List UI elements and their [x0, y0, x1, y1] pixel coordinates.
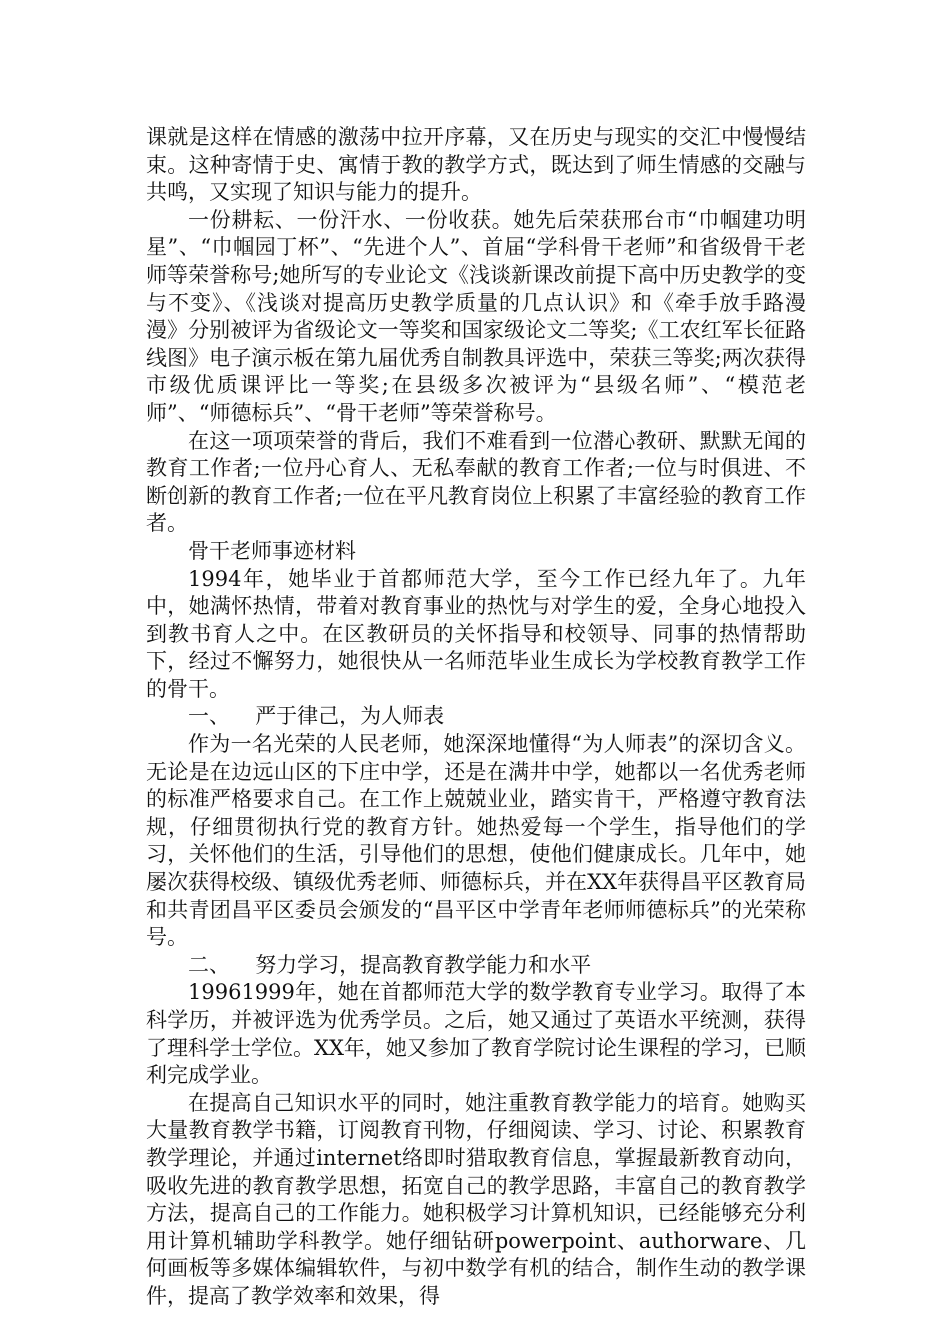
paragraph: 作为一名光荣的人民老师，她深深地懂得“为人师表”的深切含义。无论是在边远山区的下庄中学，还是在满井中学，她都以一名优秀老师的标准严格要求自己。在工作上兢兢业业，踏实肯干，严格遵守教育法规，仔细贯彻执行党的教育方针。她热爱每一个学生，指导他们的学习，关怀他们的生活，引导他们的思想，使他们健康成长。几年中，她屡次获得校级、镇级优秀老师、师德标兵，并在XX年获得昌平区教育局和共青团昌平区委员会颁发的“昌平区中学青年老师师德标兵”的光荣称号。: [146, 732, 806, 950]
paragraph: 课就是这样在情感的激荡中拉开序幕，又在历史与现实的交汇中慢慢结束。这种寄情于史、寓情于教的教学方式，既达到了师生情感的交融与共鸣，又实现了知识与能力的提升。: [146, 125, 806, 205]
section-heading: [146, 952, 806, 980]
section-heading: [146, 703, 806, 731]
paragraph: 在提高自己知识水平的同时，她注重教育教学能力的培育。她购买大量教育教学书籍，订阅教育刊物，仔细阅读、学习、讨论、积累教育教学理论，并通过internet络即时猎取教育信息，掌握最新教育动向，吸收先进的教育教学思想，拓宽自己的教学思路，丰富自己的教育教学方法，提高自己的工作能力。她积极学习计算机知识，已经能够充分利用计算机辅助学科教学。她仔细钻研powerpoint、authorware、几何画板等多媒体编辑软件，与初中数学有机的结合，制作生动的教学课件，提高了教学效率和效果，得: [146, 1090, 806, 1308]
paragraph: 在这一项项荣誉的背后，我们不难看到一位潜心教研、默默无闻的教育工作者;一位丹心育人、无私奉献的教育工作者;一位与时俱进、不断创新的教育工作者;一位在平凡教育岗位上积累了丰富经验的教育工作者。: [146, 428, 806, 536]
paragraph: 一份耕耘、一份汗水、一份收获。她先后荣获邢台市“巾帼建功明星”、“巾帼园丁杯”、“先进个人”、首届“学科骨干老师”和省级骨干老师等荣誉称号;她所写的专业论文《浅谈新课改前提下高中历史教学的变与不变》、《浅谈对提高历史教学质量的几点认识》和《牵手放手路漫漫》分别被评为省级论文一等奖和国家级论文二等奖;《工农红军长征路线图》电子演示板在第九届优秀自制教具评选中，荣获三等奖;两次获得市级优质课评比一等奖;在县级多次被评为“县级名师”、“模范老师”、“师德标兵”、“骨干老师”等荣誉称号。: [146, 207, 806, 425]
section-number: 二、: [188, 952, 230, 977]
section-title: 骨干老师事迹材料: [188, 538, 356, 563]
section-heading-text: 严于律己，为人师表: [255, 704, 445, 729]
section-heading-text: 努力学习，提高教育教学能力和水平: [255, 952, 592, 977]
paragraph: 19961999年，她在首都师范大学的数学教育专业学习。取得了本科学历，并被评选为优秀学员。之后，她又通过了英语水平统测，获得了理科学士学位。XX年，她又参加了教育学院讨论生课程的学习，已顺利完成学业。: [146, 980, 806, 1088]
section-number: 一、: [188, 704, 230, 729]
document-body: [146, 124, 806, 1311]
paragraph: 1994年，她毕业于首都师范大学，至今工作已经九年了。九年中，她满怀热情，带着对教育事业的热忱与对学生的爱，全身心地投入到教书育人之中。在区教研员的关怀指导和校领导、同事的热情帮助下，经过不懈努力，她很快从一名师范毕业生成长为学校教育教学工作的骨干。: [146, 566, 806, 701]
